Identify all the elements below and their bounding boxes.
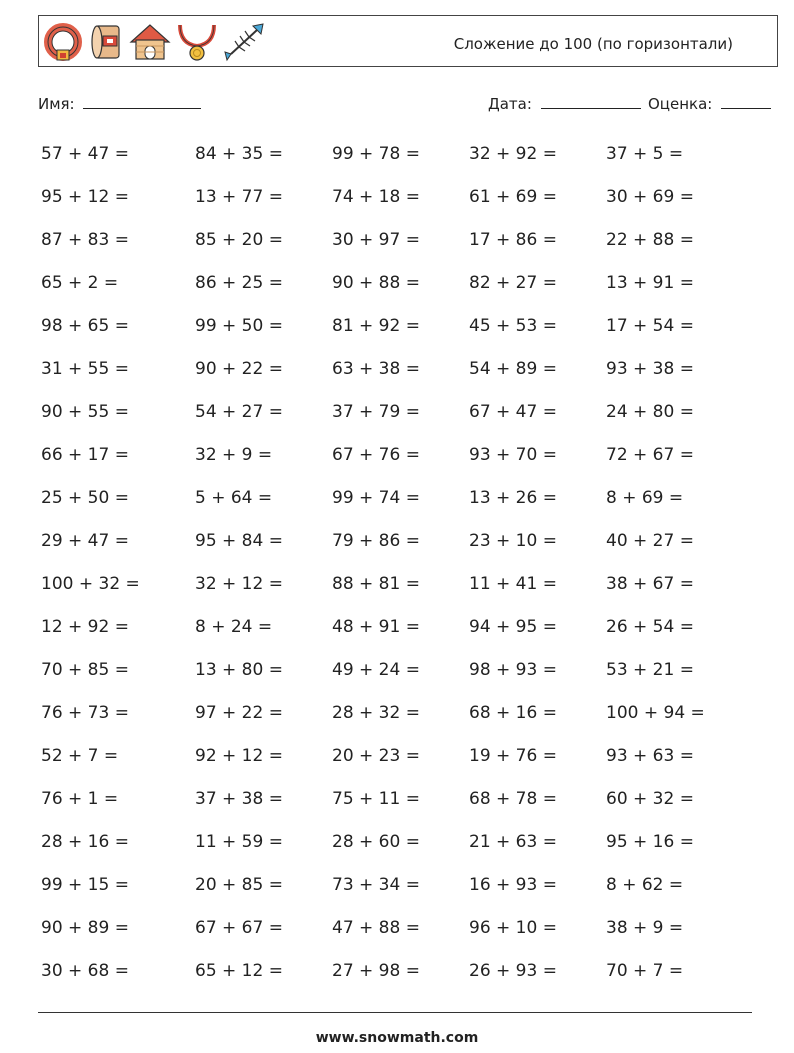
problem-item: 65 + 12 =: [195, 961, 283, 981]
problem-item: 82 + 27 =: [469, 273, 557, 293]
problem-item: 86 + 25 =: [195, 273, 283, 293]
score-line: [721, 94, 771, 109]
footer-divider: [38, 1012, 752, 1013]
date-field: [488, 94, 641, 113]
problem-item: 26 + 93 =: [469, 961, 557, 981]
problem-item: 67 + 67 =: [195, 918, 283, 938]
problem-item: 76 + 1 =: [41, 789, 119, 809]
problem-item: 13 + 77 =: [195, 187, 283, 207]
problem-item: 88 + 81 =: [332, 574, 420, 594]
problem-item: 32 + 9 =: [195, 445, 273, 465]
problem-item: 92 + 12 =: [195, 746, 283, 766]
problem-item: 8 + 69 =: [606, 488, 684, 508]
problem-item: 95 + 12 =: [41, 187, 129, 207]
problem-item: 49 + 24 =: [332, 660, 420, 680]
dog-house-icon: [129, 22, 171, 62]
problem-item: 52 + 7 =: [41, 746, 119, 766]
problem-item: 22 + 88 =: [606, 230, 694, 250]
problem-item: 54 + 27 =: [195, 402, 283, 422]
problem-item: 68 + 16 =: [469, 703, 557, 723]
problem-item: 76 + 73 =: [41, 703, 129, 723]
problem-item: 11 + 41 =: [469, 574, 557, 594]
problem-item: 20 + 23 =: [332, 746, 420, 766]
problem-item: 16 + 93 =: [469, 875, 557, 895]
drum-icon: [89, 22, 123, 62]
problem-item: 25 + 50 =: [41, 488, 129, 508]
worksheet-header: [38, 15, 778, 67]
problem-item: 38 + 67 =: [606, 574, 694, 594]
name-label: Имя:: [38, 95, 75, 113]
date-label: Дата:: [488, 95, 532, 113]
problem-item: 96 + 10 =: [469, 918, 557, 938]
score-field: [648, 94, 771, 113]
problem-item: 24 + 80 =: [606, 402, 694, 422]
problem-item: 47 + 88 =: [332, 918, 420, 938]
problem-item: 17 + 86 =: [469, 230, 557, 250]
problem-item: 12 + 92 =: [41, 617, 129, 637]
problem-item: 8 + 24 =: [195, 617, 273, 637]
problem-item: 90 + 22 =: [195, 359, 283, 379]
problem-item: 19 + 76 =: [469, 746, 557, 766]
problem-item: 99 + 50 =: [195, 316, 283, 336]
problem-item: 90 + 89 =: [41, 918, 129, 938]
problem-item: 38 + 9 =: [606, 918, 684, 938]
problem-item: 28 + 32 =: [332, 703, 420, 723]
name-line: [83, 94, 201, 109]
problem-item: 20 + 85 =: [195, 875, 283, 895]
problem-item: 30 + 97 =: [332, 230, 420, 250]
problem-item: 23 + 10 =: [469, 531, 557, 551]
problem-item: 100 + 32 =: [41, 574, 140, 594]
problem-item: 73 + 34 =: [332, 875, 420, 895]
problem-item: 72 + 67 =: [606, 445, 694, 465]
header-icons: [43, 20, 265, 64]
problem-item: 37 + 5 =: [606, 144, 684, 164]
problem-item: 48 + 91 =: [332, 617, 420, 637]
problem-item: 95 + 16 =: [606, 832, 694, 852]
problem-item: 93 + 63 =: [606, 746, 694, 766]
problem-item: 67 + 47 =: [469, 402, 557, 422]
score-label: Оценка:: [648, 95, 713, 113]
problem-item: 11 + 59 =: [195, 832, 283, 852]
problem-item: 75 + 11 =: [332, 789, 420, 809]
problem-item: 57 + 47 =: [41, 144, 129, 164]
problem-item: 93 + 38 =: [606, 359, 694, 379]
problem-item: 90 + 88 =: [332, 273, 420, 293]
problem-item: 99 + 74 =: [332, 488, 420, 508]
problem-item: 53 + 21 =: [606, 660, 694, 680]
name-field: [38, 94, 201, 113]
problem-item: 63 + 38 =: [332, 359, 420, 379]
problem-item: 37 + 79 =: [332, 402, 420, 422]
problem-item: 61 + 69 =: [469, 187, 557, 207]
problem-item: 84 + 35 =: [195, 144, 283, 164]
date-line: [541, 94, 641, 109]
problem-item: 60 + 32 =: [606, 789, 694, 809]
problem-item: 100 + 94 =: [606, 703, 705, 723]
problem-item: 87 + 83 =: [41, 230, 129, 250]
problem-item: 31 + 55 =: [41, 359, 129, 379]
life-ring-icon: [43, 22, 83, 62]
problem-item: 40 + 27 =: [606, 531, 694, 551]
problem-item: 21 + 63 =: [469, 832, 557, 852]
problem-item: 17 + 54 =: [606, 316, 694, 336]
problem-item: 27 + 98 =: [332, 961, 420, 981]
problem-item: 74 + 18 =: [332, 187, 420, 207]
problem-item: 70 + 85 =: [41, 660, 129, 680]
problem-item: 85 + 20 =: [195, 230, 283, 250]
problem-item: 8 + 62 =: [606, 875, 684, 895]
problem-item: 29 + 47 =: [41, 531, 129, 551]
problem-item: 28 + 60 =: [332, 832, 420, 852]
footer-url: www.snowmath.com: [315, 1030, 479, 1046]
problem-item: 66 + 17 =: [41, 445, 129, 465]
worksheet-title: Сложение до 100 (по горизонтали): [453, 35, 733, 53]
problem-item: 28 + 16 =: [41, 832, 129, 852]
problem-item: 5 + 64 =: [195, 488, 273, 508]
problem-item: 99 + 15 =: [41, 875, 129, 895]
problem-item: 68 + 78 =: [469, 789, 557, 809]
problem-item: 99 + 78 =: [332, 144, 420, 164]
problem-item: 32 + 92 =: [469, 144, 557, 164]
problem-item: 97 + 22 =: [195, 703, 283, 723]
problem-item: 98 + 65 =: [41, 316, 129, 336]
problem-item: 93 + 70 =: [469, 445, 557, 465]
problem-item: 67 + 76 =: [332, 445, 420, 465]
problem-item: 70 + 7 =: [606, 961, 684, 981]
problem-item: 81 + 92 =: [332, 316, 420, 336]
problem-item: 94 + 95 =: [469, 617, 557, 637]
fish-bone-icon: [223, 22, 265, 62]
problem-item: 13 + 26 =: [469, 488, 557, 508]
medal-icon: [177, 22, 217, 62]
problem-item: 79 + 86 =: [332, 531, 420, 551]
problem-item: 32 + 12 =: [195, 574, 283, 594]
problem-item: 37 + 38 =: [195, 789, 283, 809]
problem-item: 45 + 53 =: [469, 316, 557, 336]
problem-item: 13 + 91 =: [606, 273, 694, 293]
problem-item: 30 + 68 =: [41, 961, 129, 981]
problem-item: 30 + 69 =: [606, 187, 694, 207]
problem-item: 13 + 80 =: [195, 660, 283, 680]
problem-item: 65 + 2 =: [41, 273, 119, 293]
problem-item: 54 + 89 =: [469, 359, 557, 379]
problem-item: 26 + 54 =: [606, 617, 694, 637]
problem-item: 98 + 93 =: [469, 660, 557, 680]
problem-item: 90 + 55 =: [41, 402, 129, 422]
problem-item: 95 + 84 =: [195, 531, 283, 551]
